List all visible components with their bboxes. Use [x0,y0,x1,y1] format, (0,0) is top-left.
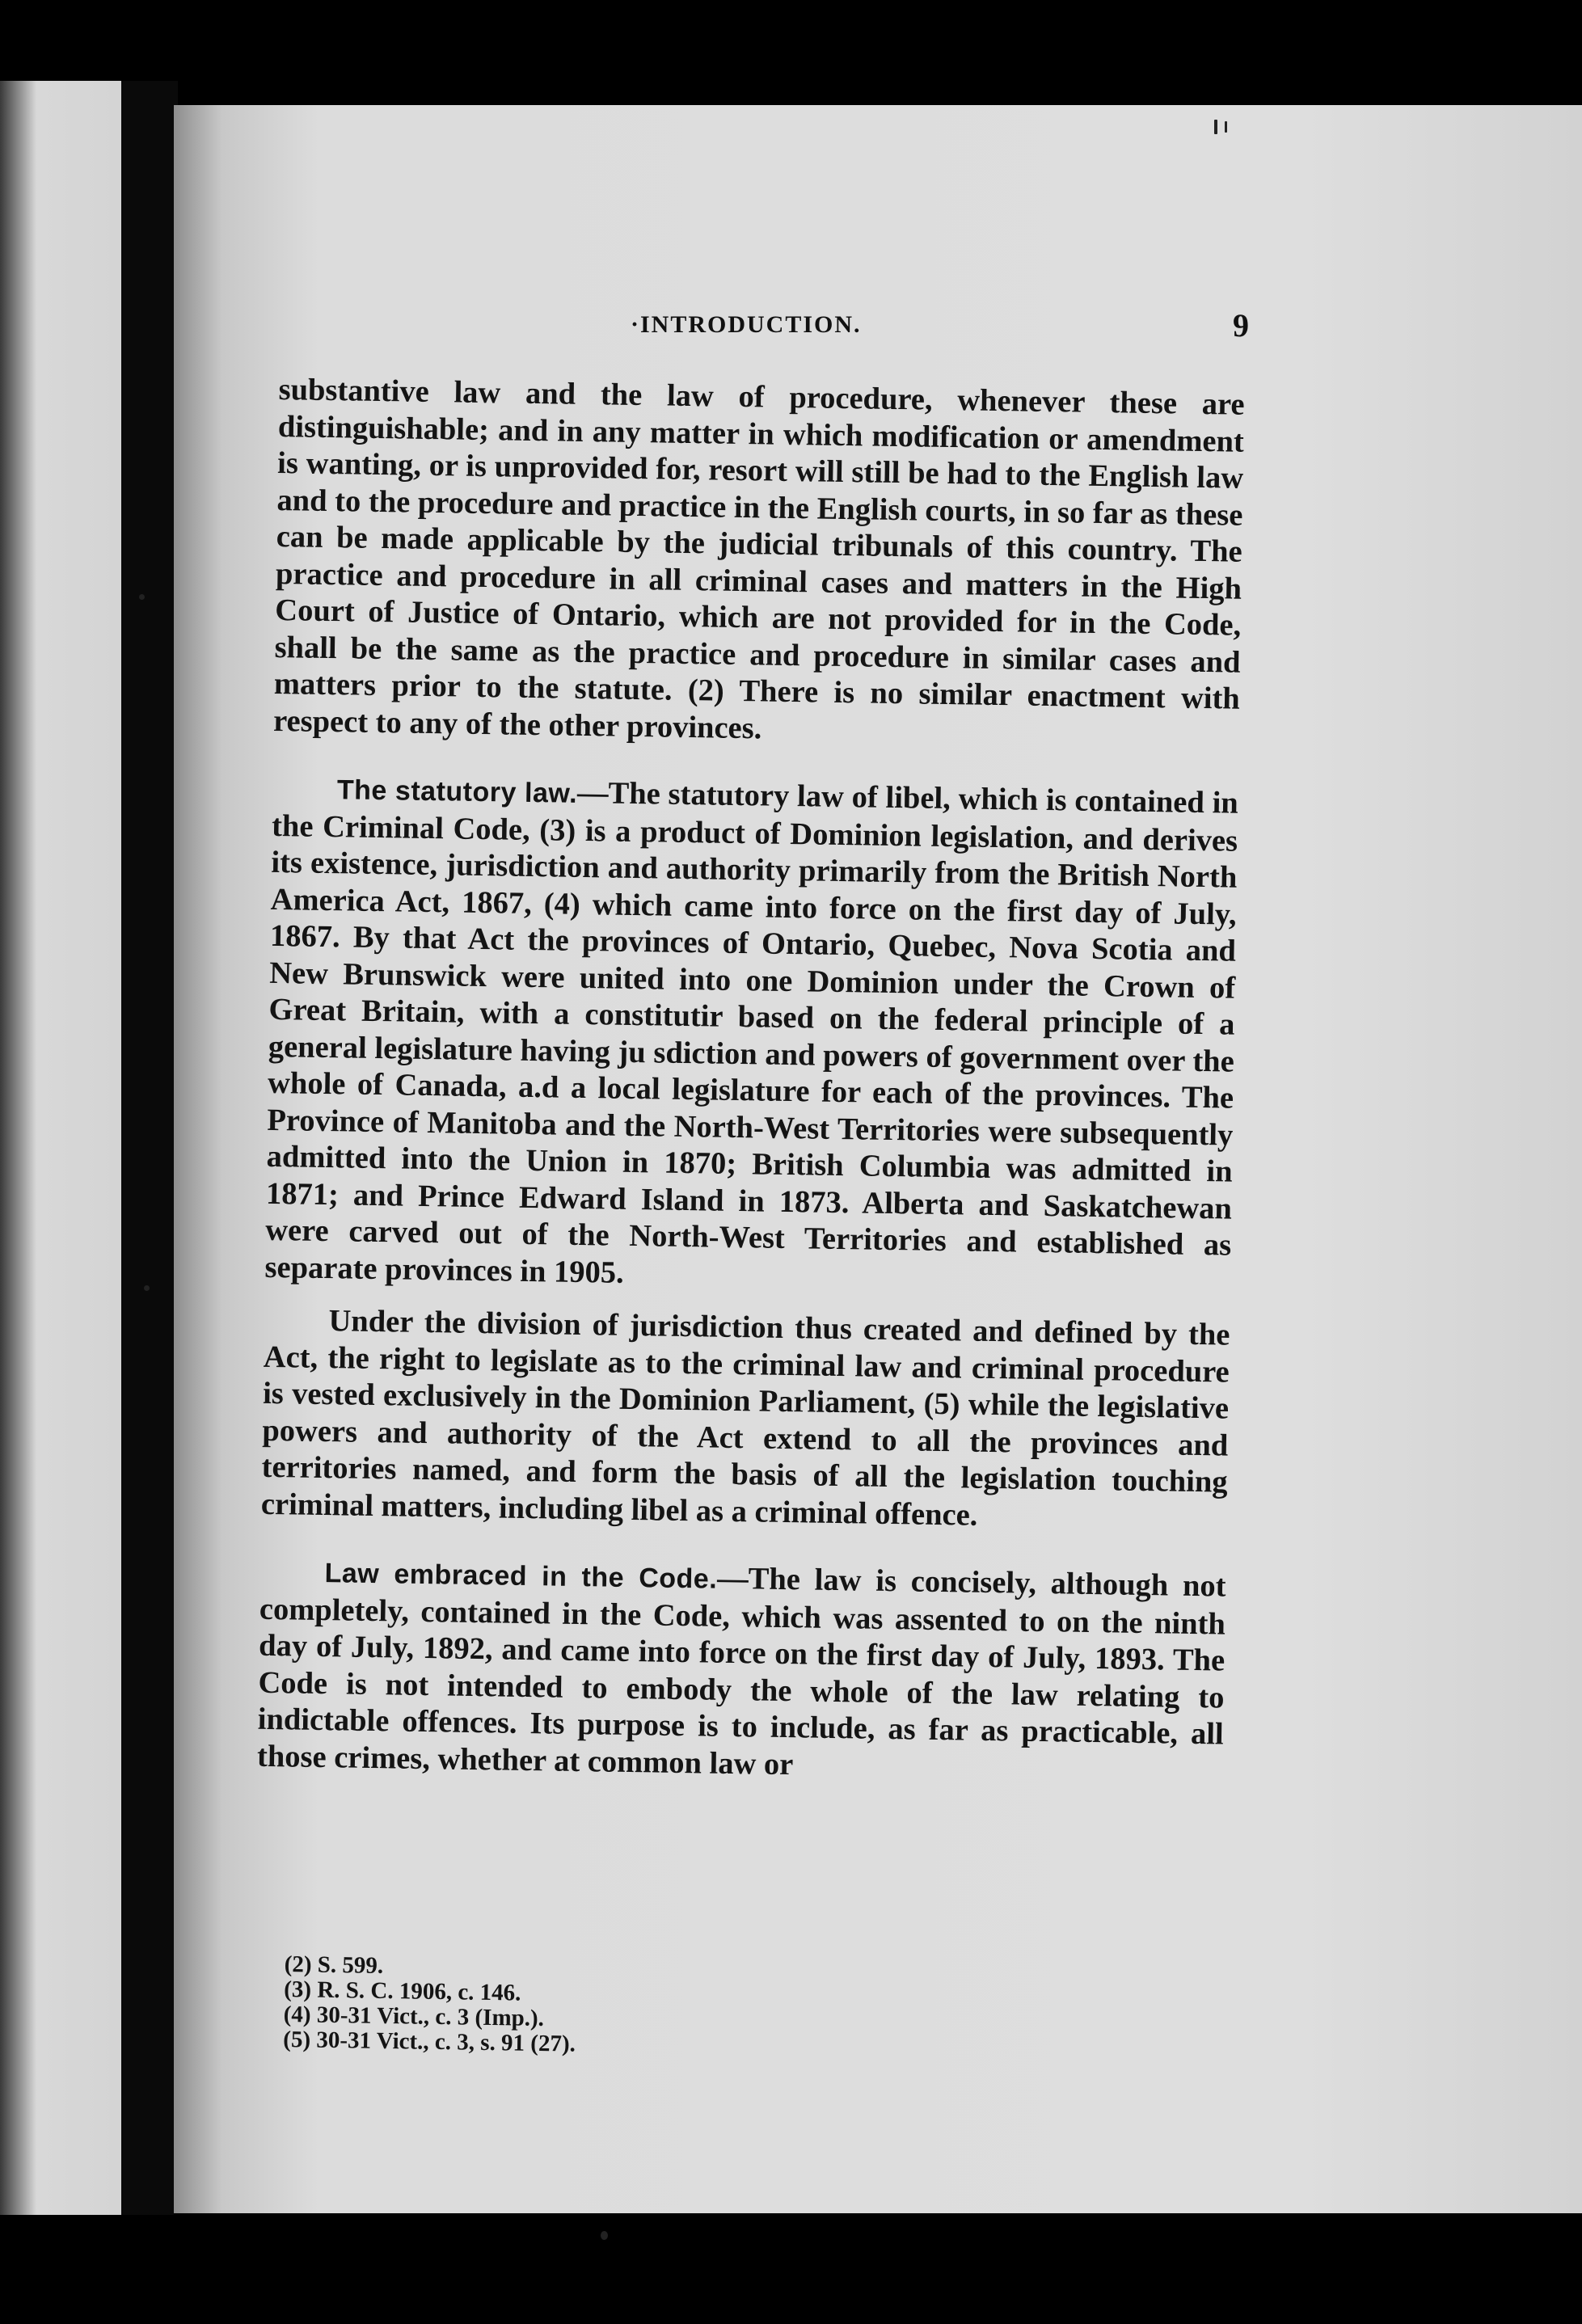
scan-speck [1214,120,1217,134]
footnotes [283,1952,850,2061]
page-header [283,307,1253,360]
paragraph-text: —The law is concisely, although not completely, contained in the Code, which was assented to on the ninth day of July, 1892, and came into force on the first day of July, 1893. The Code is not intended to embody the whole of the law relating to indictable offences. Its purpose is to include, as far as practicable, all those crimes, whether at common law or [256,1561,1226,1782]
page-number: 9 [1233,307,1249,344]
running-head: ·INTRODUCTION. [631,311,862,338]
paragraph-text: Under the division of jurisdiction thus created and defined by the Act, the right to legislate as to the criminal law and criminal procedure is vested exclusively in the Dominion Parliament, (5) while the legislative powers and authority of the Act extend to all the provinces and territories named, and form the basis of all the legislation touching criminal matters, including libel as a criminal offence. [260,1304,1230,1533]
paragraph-continuation [273,372,1245,755]
footnote: (4) 30-31 Vict., c. 3 (Imp.). [283,2001,545,2032]
section-heading: Law embraced in the Code. [324,1558,718,1595]
section-heading: The statutory law. [336,774,578,809]
footnote: (3) R. S. C. 1906, c. 146. [284,1976,521,2006]
footnote: (2) S. 599. [284,1951,384,1979]
paragraph-jurisdiction [261,1302,1230,1538]
paragraph-law-in-code [257,1554,1226,1790]
scan-speck [139,594,145,600]
footnote: (5) 30-31 Vict., c. 3, s. 91 (27). [283,2026,576,2057]
scan-speck [144,1285,150,1291]
scan-speck [1225,121,1227,133]
bottom-margin-shadow [174,2213,1582,2324]
paragraph-text: —The statutory law of libel, which is contained in the Criminal Code, (3) is a product of Dominion legislation, and derives its existence, jurisdiction and authority primarily from the British North America Act, 1867, (4) which came into force on the first day of July, 1867. By that Act the provinces of Ontario, Quebec, Nova Scotia and New Brunswick were united into one Dominion under the Crown of Great Britain, with a constitutir based on the federal principle of a general legislature having ju sdiction and powers of government over the whole of Canada, a.d a local legislature for each of the provinces. The Province of Manitoba and the North-West Territories were subsequently admitted into the Union in 1870; British Columbia was admitted in 1871; and Prince Edward Island in 1873. Alberta and Saskatchewan were carved out of the North-West Territories and established as separate provinces in 1905. [264,775,1239,1290]
gutter-shadow [121,81,178,2215]
scan-speck [601,2231,608,2240]
facing-page-edge [0,81,121,2215]
paragraph-statutory-law [264,770,1238,1301]
body-text [257,372,1245,1790]
paragraph-text: substantive law and the law of procedure, whenever these are distinguishable; and in any matter in which modification or amendment is wanting, or is unprovided for, resort will still be had to the English law and to the procedure and practice in the English courts, in so far as these can be made applicable by the judicial tribunals of this country. The practice and procedure in all criminal cases and matters in the High Court of Justice of Ontario, which are not provided for in the Code, shall be the same as the practice and procedure in similar cases and matters prior to the statute. (2) There is no similar enactment with respect to any of the other provinces. [272,372,1245,745]
